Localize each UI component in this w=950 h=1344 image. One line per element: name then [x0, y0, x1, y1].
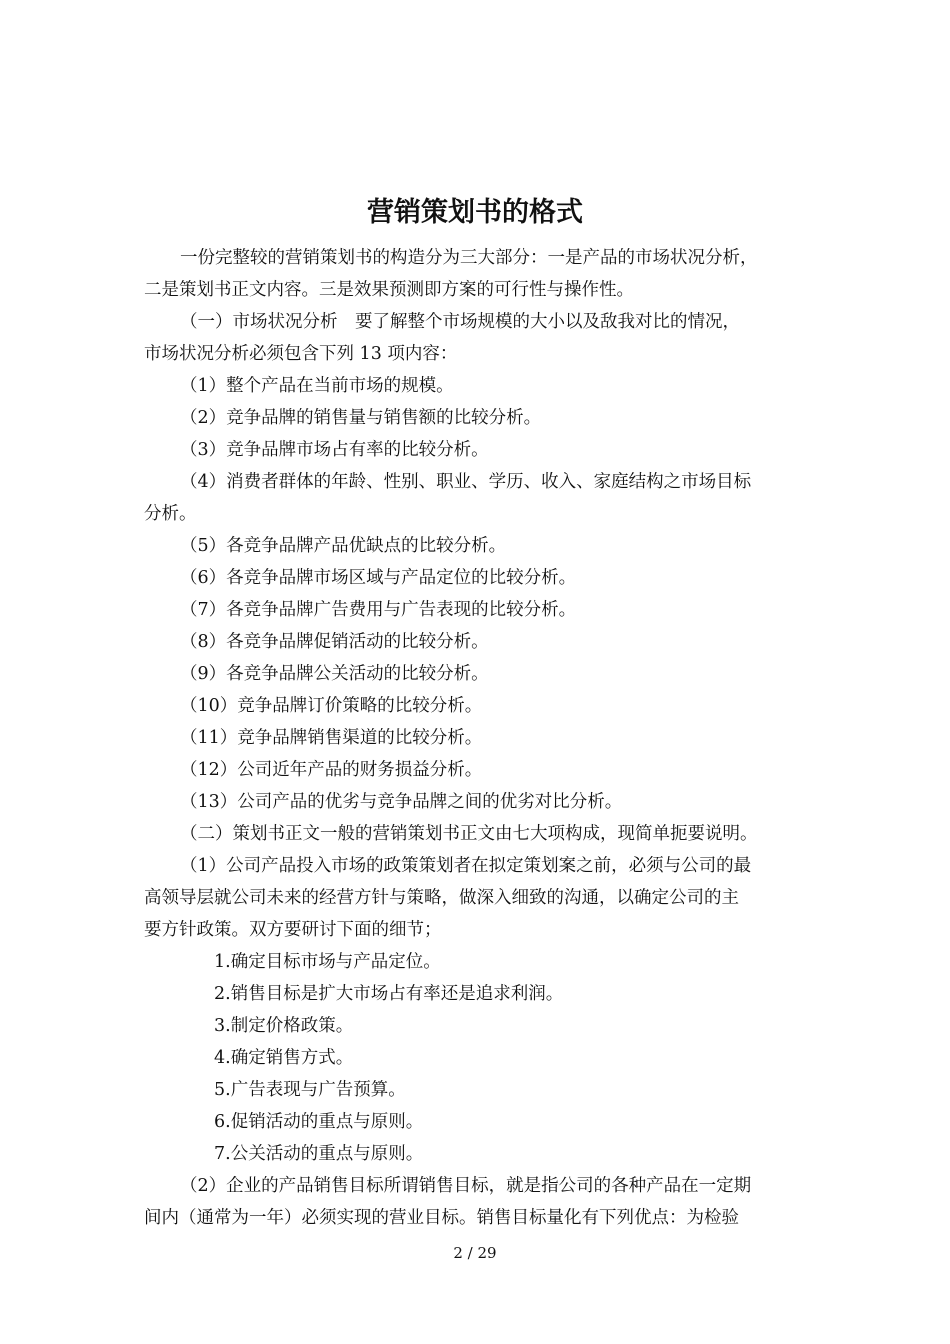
text-line: （6）各竞争品牌市场区域与产品定位的比较分析。: [180, 568, 577, 588]
text-line: （2）企业的产品销售目标所谓销售目标，就是指公司的各种产品在一定期: [180, 1176, 752, 1196]
text-line: （二）策划书正文一般的营销策划书正文由七大项构成，现简单扼要说明。: [180, 824, 758, 844]
text-line: （4）消费者群体的年龄、性别、职业、学历、收入、家庭结构之市场目标: [180, 472, 752, 492]
text-line: （10）竞争品牌订价策略的比较分析。: [180, 696, 483, 716]
text-line: 二是策划书正文内容。三是效果预测即方案的可行性与操作性。: [144, 280, 634, 300]
text-line: 高领导层就公司未来的经营方针与策略，做深入细致的沟通，以确定公司的主: [144, 888, 739, 908]
page-number: 2 / 29: [453, 1244, 497, 1262]
text-line: 要方针政策。双方要研讨下面的细节；: [144, 920, 442, 940]
text-line: （9）各竞争品牌公关活动的比较分析。: [180, 664, 489, 684]
text-line: 市场状况分析必须包含下列 13 项内容：: [144, 344, 458, 364]
document-title: 营销策划书的格式: [367, 197, 583, 228]
text-line: （11）竞争品牌销售渠道的比较分析。: [180, 728, 483, 748]
text-line: 一份完整较的营销策划书的构造分为三大部分：一是产品的市场状况分析，: [180, 248, 758, 268]
text-line: 1.确定目标市场与产品定位。: [214, 952, 441, 972]
text-line: 间内（通常为一年）必须实现的营业目标。销售目标量化有下列优点：为检验: [144, 1208, 739, 1228]
text-line: 7.公关活动的重点与原则。: [214, 1144, 424, 1164]
text-line: （1）公司产品投入市场的政策策划者在拟定策划案之前，必须与公司的最: [180, 856, 752, 876]
text-line: 4.确定销售方式。: [214, 1048, 354, 1068]
text-line: 3.制定价格政策。: [214, 1016, 354, 1036]
text-line: （7）各竞争品牌广告费用与广告表现的比较分析。: [180, 600, 577, 620]
text-line: （1）整个产品在当前市场的规模。: [180, 376, 454, 396]
text-line: （12）公司近年产品的财务损益分析。: [180, 760, 483, 780]
text-line: （一）市场状况分析 要了解整个市场规模的大小以及敌我对比的情况，: [180, 312, 740, 332]
text-line: 5.广告表现与广告预算。: [214, 1080, 406, 1100]
text-line: （8）各竞争品牌促销活动的比较分析。: [180, 632, 489, 652]
text-line: 分析。: [144, 504, 197, 524]
text-line: （3）竞争品牌市场占有率的比较分析。: [180, 440, 489, 460]
text-line: （5）各竞争品牌产品优缺点的比较分析。: [180, 536, 507, 556]
text-line: （13）公司产品的优劣与竞争品牌之间的优劣对比分析。: [180, 792, 623, 812]
text-line: 2.销售目标是扩大市场占有率还是追求利润。: [214, 984, 564, 1004]
text-line: 6.促销活动的重点与原则。: [214, 1112, 424, 1132]
text-line: （2）竞争品牌的销售量与销售额的比较分析。: [180, 408, 542, 428]
